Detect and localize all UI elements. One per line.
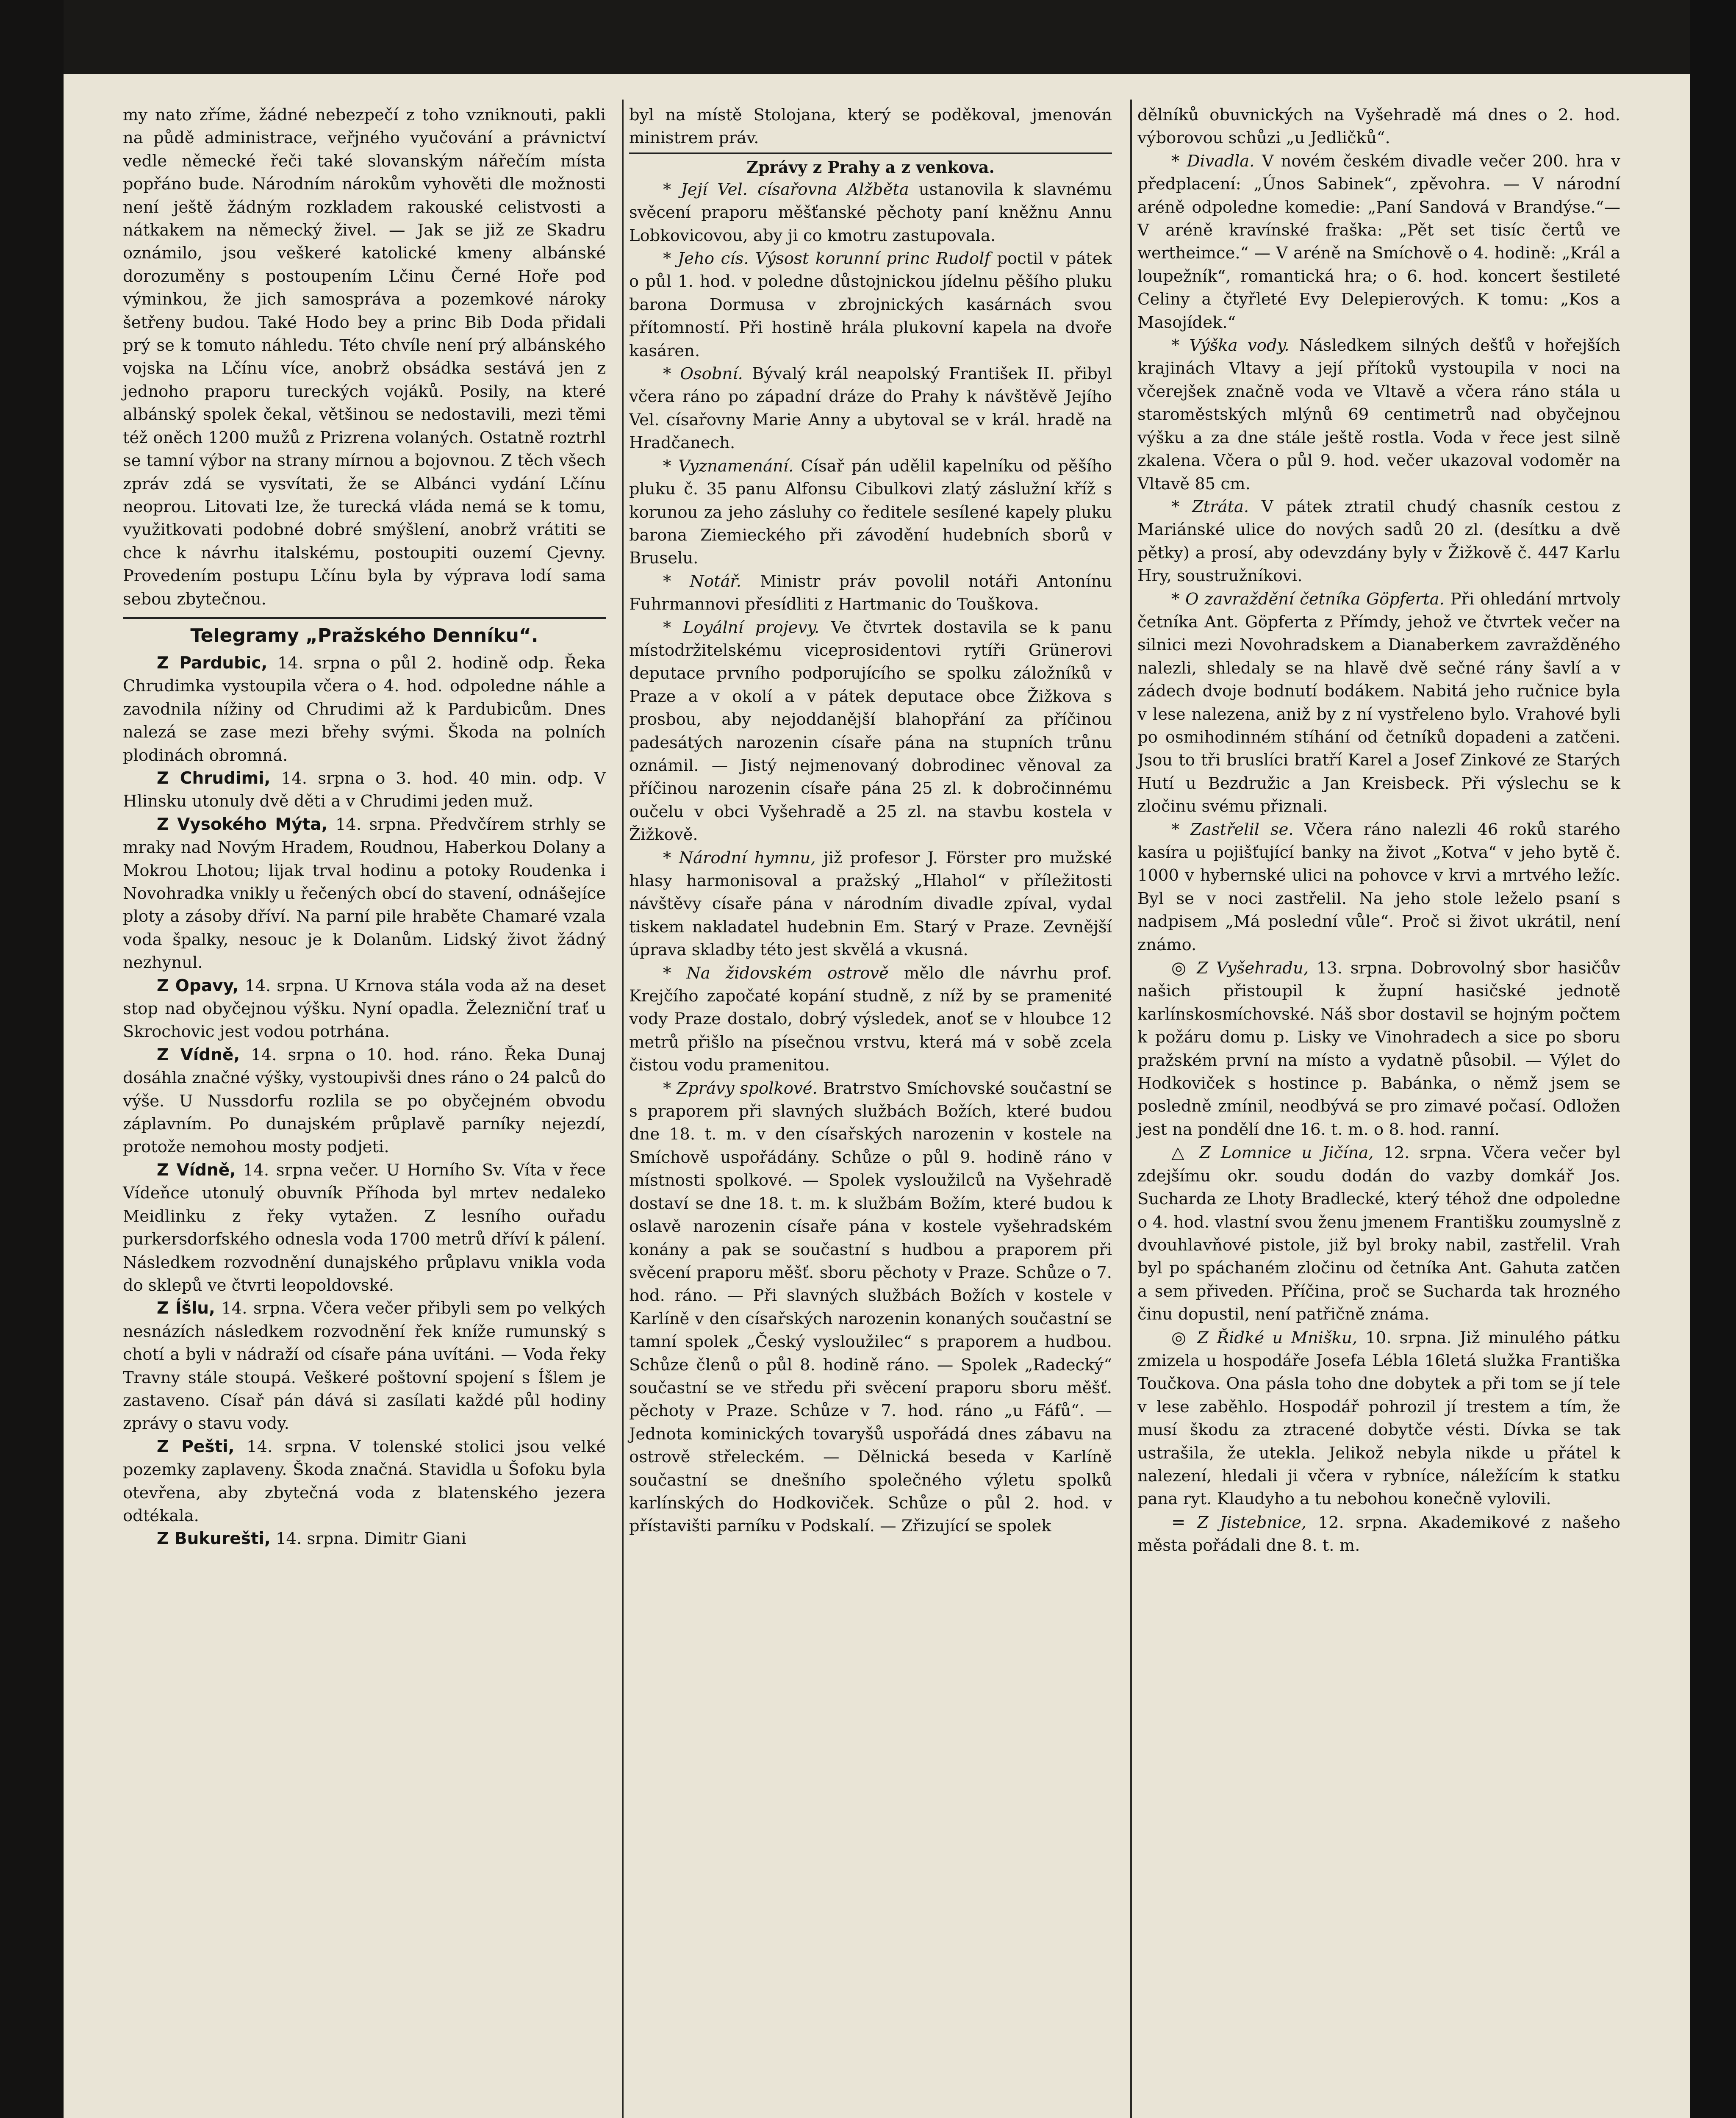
scan-top-edge: [0, 0, 1736, 74]
scan-left-edge: [0, 0, 64, 2118]
telegram-bucharest: Z Bukurešti, 14. srpna. Dimitr Giani: [157, 1529, 466, 1549]
telegram-pardubice: Z Pardubic, 14. srpna o půl 2. hodině odp. Řeka Chrudimka vystoupila včera o 4. hod. odpoledne náhle a zavodnila nížiny od Chrudimi až k Pardubicům. Dnes nalezá se zase mezi břehy svými. Škoda na polních plodinách obromná.: [123, 653, 606, 765]
double-line-icon: =: [1171, 1512, 1186, 1532]
column-1: [123, 104, 606, 1551]
news-item-crown-prince: * Jeho cís. Výsost korunní princ Rudolf poctil v pátek o půl 1. hod. v poledne důstojnickou jídelnu pěšího pluku barona Dormusa v zbrojnických kasárnách svou přítomností. Při hostině hrála plukovní kapela na dvoře kasáren.: [629, 249, 1112, 360]
column-rule-1: [622, 100, 624, 2118]
telegram-vienna-1: Z Vídně, 14. srpna o 10. hod. ráno. Řeka Dunaj dosáhla značné výšky, vystoupivši dnes ráno o 24 palců do výše. U Nussdorfu rozlila se po obyčejném obvodu záplavním. Po dunajském průplavě parníky nejezdí, protože nemohou mosty podjeti.: [123, 1045, 606, 1157]
news-item-ridka: ◎ Z Řidké u Mnišku, 10. srpna. Již minulého pátku zmizela u hospodáře Josefa Lébla 16letá služka Františka Toučkova. Ona pásla toho dne dobytek a při tom se jí tele v lese zaběhlo. Hospodář pohrozil jí trestem a tím, že musí škodu za ztracené dobytče vésti. Dívka se tak ustrašila, že utekla. Jelikož nebyla nikde u přátel k nalezení, hledali ji včera v rybníce, náležícím k statku pana ryt. Klaudyho a tu nebohou konečně vylovili.: [1137, 1328, 1620, 1509]
scan-right-edge: [1690, 0, 1736, 2118]
news-item-suicide: * Zastřelil se. Včera ráno nalezli 46 roků starého kasíra u pojišťující banky na život „Kotva“ v jeho bytě č. 1000 v hybernské ulici na pohovce v krvi a mrtvého ležíc. Byl se v noci zastřelil. Na jeho stole leželo psaní s nadpisem „Má poslední vůle“. Proč si život ukrátil, není známo.: [1137, 820, 1620, 954]
column-2: [629, 104, 1112, 1538]
news-item-notary: * Notář. Ministr práv povolil notáři Antonínu Fuhrmannovi přesídliti z Hartmanic do Touškova.: [629, 571, 1112, 614]
news-item-water-level: * Výška vody. Následkem silných dešťů v hořejších krajinách Vltavy a její přítoků vystoupila v noci na včerejšek značně voda ve Vltavě a včera ráno stála u staroměstských mlýnů 69 centimetrů nad obyčejnou výšku a za dne stále ještě rostla. Voda v řece jest silně zkalena. Včera o půl 9. hod. večer ukazoval vodoměr na Vltavě 85 cm.: [1137, 336, 1620, 493]
news-item-honour: * Vyznamenání. Císař pán udělil kapelníku od pěšího pluku č. 35 panu Alfonsu Cibulkovi zlatý záslužní kříž s korunou za jeho zásluhy co ředitele sesílené kapely pluku barona Ziemieckého při závodění hudebních sborů v Bruselu.: [629, 456, 1112, 568]
circle-dot-icon: ◎: [1171, 958, 1189, 978]
news-item-personal: * Osobní. Bývalý král neapolský František II. přibyl včera ráno po západní dráze do Prahy k návštěvě Jejího Vel. císařovny Marie Anny a ubytoval se v král. hradě na Hradčanech.: [629, 364, 1112, 453]
section-heading-news: Zprávy z Prahy a z venkova.: [746, 157, 995, 177]
news-item-empress: * Její Vel. císařovna Alžběta ustanovila k slavnému svěcení praporu měšťanské pěchoty paní kněžnu Annu Lobkovicovou, aby ji co kmotru zastupovala.: [629, 180, 1112, 245]
article-continued: dělníků obuvnických na Vyšehradě má dnes o 2. hod. výborovou schůzi „u Jedličků“.: [1137, 105, 1620, 148]
section-divider: [629, 152, 1112, 154]
telegram-ischl: Z Íšlu, 14. srpna. Včera večer přibyli sem po velkých nesnázích následkem rozvodnění řek kníže rumunský s chotí a byli v nádraží od císaře pána uvítáni. — Voda řeky Travny stále stoupá. Veškeré poštovní spojení s Íšlem je zastaveno. Císař pán dává si zasílati každé půl hodiny zprávy o stavu vody.: [123, 1299, 606, 1433]
section-divider: [123, 617, 606, 619]
news-item-loss: * Ztráta. V pátek ztratil chudý chasník cestou z Mariánské ulice do nových sadů 20 zl. (desítku a dvě pětky) a prosí, aby odevzdány byly v Žižkově č. 447 Karlu Hry, soustružníkovi.: [1137, 497, 1620, 586]
circle-dot-icon: ◎: [1171, 1328, 1189, 1347]
news-item-well: * Na židovském ostrově mělo dle návrhu prof. Krejčího započaté kopání studně, z níž by se pramenité vody Praze dostalo, dobrý výsledek, anoť se v hloubce 12 metrů přišlo na písečnou vrstvu, která má v sobě zcela čistou vodu pramenitou.: [629, 963, 1112, 1075]
newspaper-page: [64, 74, 1690, 2118]
telegram-vienna-2: Z Vídně, 14. srpna večer. U Horního Sv. Víta v řece Vídeňce utonulý obuvník Příhoda byl mrtev nedaleko Meidlinku z řeky vytažen. Z lesního ouřadu purkersdorfského odnesla voda 1700 metrů dříví k pálení. Následkem rozvodnění dunajského průplavu vnikla voda do sklepů ve čtvrti leopoldovské.: [123, 1160, 606, 1295]
column-3: [1137, 104, 1620, 1558]
triangle-icon: △: [1171, 1143, 1190, 1163]
news-item-murder: * O zavraždění četníka Göpferta. Při ohledání mrtvoly četníka Ant. Göpferta z Přímdy, jehož ve čtvrtek večer na silnici mezi Novohradskem a Dianaberkem zavražděného nalezli, shledaly se na hlavě dvě sečné rány šavlí a v zádech dvoje bodnutí bodákem. Nabitá jeho ručnice byla v lese nalezena, aniž by z ní vystřeleno bylo. Vrahové byli po osmihodinném stíhání od četníků dopadeni a zatčeni. Jsou to tři bruslíci bratří Karel a Josef Zinkové ze Starých Hutí u Bezdružic a Jan Kreisbeck. Při výslechu se k zločinu svému přiznali.: [1137, 589, 1620, 816]
news-item-lomnice: △ Z Lomnice u Jičína, 12. srpna. Včera večer byl zdejšímu okr. soudu dodán do vazby domkář Jos. Sucharda ze Lhoty Bradlecké, který téhož dne odpoledne o 4. hod. vlastní svou ženu jmenem Františku zoumyslně z dvouhlavňové pistole, již byl broky nabil, zastřelil. Vrah byl po spáchaném zločinu od četníka Ant. Gahuta zatčen a sem přiveden. Příčina, proč se Sucharda tak hrozného činu dopustil, není patřičně známa.: [1137, 1143, 1620, 1324]
article-continued: byl na místě Stolojana, který se poděkoval, jmenován ministrem práv.: [629, 105, 1112, 148]
column-rule-2: [1130, 100, 1132, 2118]
telegram-chrudim: Z Chrudimi, 14. srpna o 3. hod. 40 min. odp. V Hlinsku utonuly dvě děti a v Chrudimi jeden muž.: [123, 768, 606, 811]
article-albania-continued: my nato zříme, žádné nebezpečí z toho vzniknouti, pakli na půdě administrace, veřjného vyučování a právnictví vedle německé řeči také slovanským nářečím místa popřáno bude. Národním nárokům vyhověti dle možnosti není ještě žádným rozkladem rakouské celistvosti a nátkakem na německý živel. — Jak se již ze Skadru oznámilo, jsou veškeré katolické kmeny albánské dorozuměny s postoupením Lčinu Černé Hoře pod výminkou, že jich samospráva a pozemkové nároky šetřeny budou. Také Hodo bey a princ Bib Doda přidali prý se k tomuto náhledu. Této chvíle není prý albánského vojska na Lčínu více, anobrž obsádka sestává jen z jednoho praporu tureckých vojáků. Posily, na které albánský spolek čekal, většinou se nedostavili, mezi těmi též oněch 1200 mužů z Prizrena volaných. Ostatně roztrhl se tamní výbor na strany mírnou a bojovnou. Z těch všech zpráv zdá se vysvítati, že se Albánci vydání Lčínu neoprou. Litovati lze, že turecká vláda nemá se k tomu, využitkovati podobné dobré smýšlení, anobrž vrátiti se chce k návrhu italskému, postoupiti ouzemí Cjevny. Provedením postupu Lčínu byla by výprava lodí sama sebou zbytečnou.: [123, 105, 606, 609]
news-item-vysehrad: ◎ Z Vyšehradu, 13. srpna. Dobrovolný sbor hasičův našich přistoupil k župní hasičské jednotě karlínskosmíchovské. Náš sbor dostavil se hojným počtem k požáru domu p. Lisky ve Vinohradech a sice po sboru pražském první na místo a vydatně působil. — Výlet do Hodkoviček s hostince p. Babánka, o němž jsem se posledně zmínil, neodbývá se pro zimavé počasí. Odložen jest na pondělí dne 16. t. m. o 8. hod. ranní.: [1137, 958, 1620, 1139]
news-item-loyal: * Loyální projevy. Ve čtvrtek dostavila se k panu místodržitelskému viceprosidentovi rytíři Grünerovi deputace prvního podporujícího se spolku záložníků v Praze a v okolí a v pátek deputace obce Žižkova s prosbou, aby nejoddanější blahopřání za příčinou padesátých narozenin císaře pána na stupních trůnu oznámil. — Jistý nejmenovaný dobrodinec věnoval za příčinou narozenin císaře pána 25 zl. k dobročinnému oučelu v obci Vyšehradě a 25 zl. na stavbu kostela v Žižkově.: [629, 618, 1112, 845]
news-item-theatres: * Divadla. V novém českém divadle večer 200. hra v předplacení: „Únos Sabinek“, zpěvohra. — V národní aréně odpoledne komedie: „Paní Sandová v Brandýse.“—V aréně kravínské fraška: „Pět set tisíc čertů ve wertheimce.“ — V aréně na Smíchově o 4. hodině: „Král a loupežník“, romantická hra; o 6. hod. koncert šestileté Celiny a čtyřleté Evy Delepierových. K tomu: „Kos a Masojídek.“: [1137, 151, 1621, 332]
news-item-societies: * Zprávy spolkové. Bratrstvo Smíchovské součastní se s praporem při slavných službách Božích, které budou dne 18. t. m. v den císařských narozenin v kostele na Smíchově uspořádány. Schůze o půl 9. hodině ráno v místnosti spolkové. — Spolek vysloužilců na Vyšehradě dostaví se dne 18. t. m. k službám Božím, které budou k oslavě narozenin císaře pána v kostele vyšehradském konány a pak se součastní s hudbou a praporem při svěcení praporu měšť. sboru pěchoty v Praze. Schůze o 7. hod. ráno. — Při slavných službách Božích v kostele v Karlíně v den císařských narozenin konaných součastní se tamní spolek „Český vysloužilec“ s praporem a hudbou. Schůze členů o půl 8. hodině ráno. — Spolek „Radecký“ součastní se ve středu při svěcení praporu sboru měšť. pěchoty v Praze. Schůze v 7. hod. ráno „u Fáfů“. — Jednota kominických tovaryšů uspořádá dnes zábavu na ostrově střeleckém. — Dělnická beseda v Karlíně součastní se dnešního společného výletu spolků karlínských do Hodkoviček. Schůze o půl 2. hod. v přístavišti parníku v Podskalí. — Zřizující se spolek: [629, 1078, 1112, 1536]
telegram-vysoke-myto: Z Vysokého Mýta, 14. srpna. Předvčírem strhly se mraky nad Novým Hradem, Roudnou, Haberkou Dolany a Mokrou Lhotou; lijak trval hodinu a potoky Roudenka i Novohradka vnikly u řečených obcí do stavení, odnášejíce ploty a zásoby dříví. Na parní pile hraběte Chamaré vzala voda špalky, nesouc je k Dolanům. Lidský život žádný nezhynul.: [123, 815, 606, 973]
news-item-jistebnice: = Z Jistebnice, 12. srpna. Akademikové z našeho města pořádali dne 8. t. m.: [1137, 1512, 1620, 1555]
telegram-pest: Z Pešti, 14. srpna. V tolenské stolici jsou velké pozemky zaplaveny. Škoda značná. Stavidla u Šofoku byla otevřena, aby zbytečná voda z blatenského jezera odtékala.: [123, 1437, 606, 1525]
news-item-anthem: * Národní hymnu, již profesor J. Förster pro mužské hlasy harmonisoval a pražský „Hlahol“ v příležitosti návštěvy císaře pána v národním divadle zpíval, vydal tiskem nakladatel hudebnin Em. Starý v Praze. Zevnější úprava skladby této jest skvělá a vkusná.: [629, 848, 1112, 960]
section-heading-telegrams: Telegramy „Pražského Denníku“.: [190, 624, 538, 646]
telegram-opava: Z Opavy, 14. srpna. U Krnova stála voda až na deset stop nad obyčejnou výšku. Nyní opadla. Železniční trať u Skrochovic jest vodou potrhána.: [123, 976, 606, 1042]
